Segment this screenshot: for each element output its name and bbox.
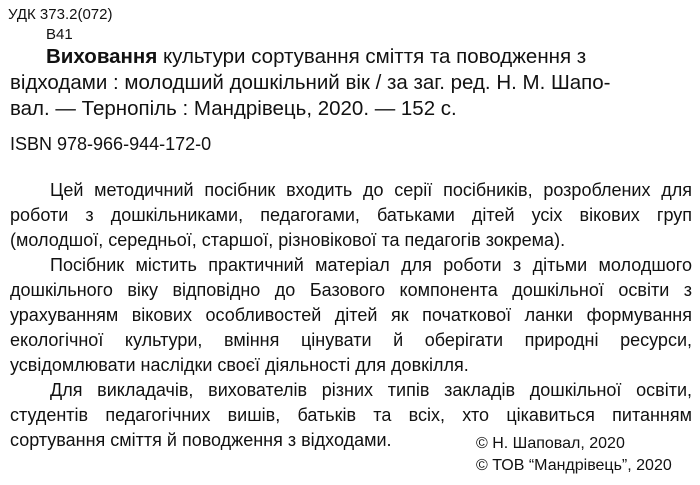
title-line-1	[10, 44, 692, 70]
title-line-2: відходами : молодший дошкільний вік / за заг. ред. Н. М. Шапо-	[10, 71, 611, 94]
abstract-paragraph-1: Цей методичний посібник входить до серії посібників, розроблених для роботи з дошкільниками, педагогами, батьками дітей усіх вікових груп (молодшої, середньої, старшої, різновікової та педагогів зокрема).	[10, 180, 692, 250]
title-line-3: вал. — Тернопіль : Мандрівець, 2020. — 152 с.	[10, 97, 457, 120]
abstract-paragraph-3: Для викладачів, вихователів різних типів закладів дошкільної освіти, студентів педагогічних вишів, батьків та всіх, хто цікавиться питанням сортування сміття й поводження з відходами.	[10, 380, 692, 450]
title-bold: Виховання	[46, 45, 158, 68]
isbn: ISBN 978-966-944-172-0	[10, 134, 212, 154]
abstract	[10, 178, 692, 453]
bibliographic-description	[10, 44, 692, 122]
copyright-author: © Н. Шаповал, 2020	[476, 435, 625, 452]
copyright-publisher: © ТОВ “Мандрівець”, 2020	[476, 457, 672, 474]
author-mark: В41	[46, 26, 73, 43]
copyright-block	[476, 433, 672, 477]
title-line-1-rest: культури сортування сміття та поводження з	[157, 45, 587, 68]
udc-code: УДК 373.2(072)	[8, 6, 113, 23]
abstract-paragraph-2: Посібник містить практичний матеріал для роботи з дітьми молодшого дошкільного віку відповідно до Базового компонента дошкільної освіти з урахуванням вікових особливостей дітей як початкової ланки формування екологічної культури, вміння цінувати й оберігати природні ресурси, усвідомлювати наслідки своєї діяльності для довкілля.	[10, 255, 692, 375]
